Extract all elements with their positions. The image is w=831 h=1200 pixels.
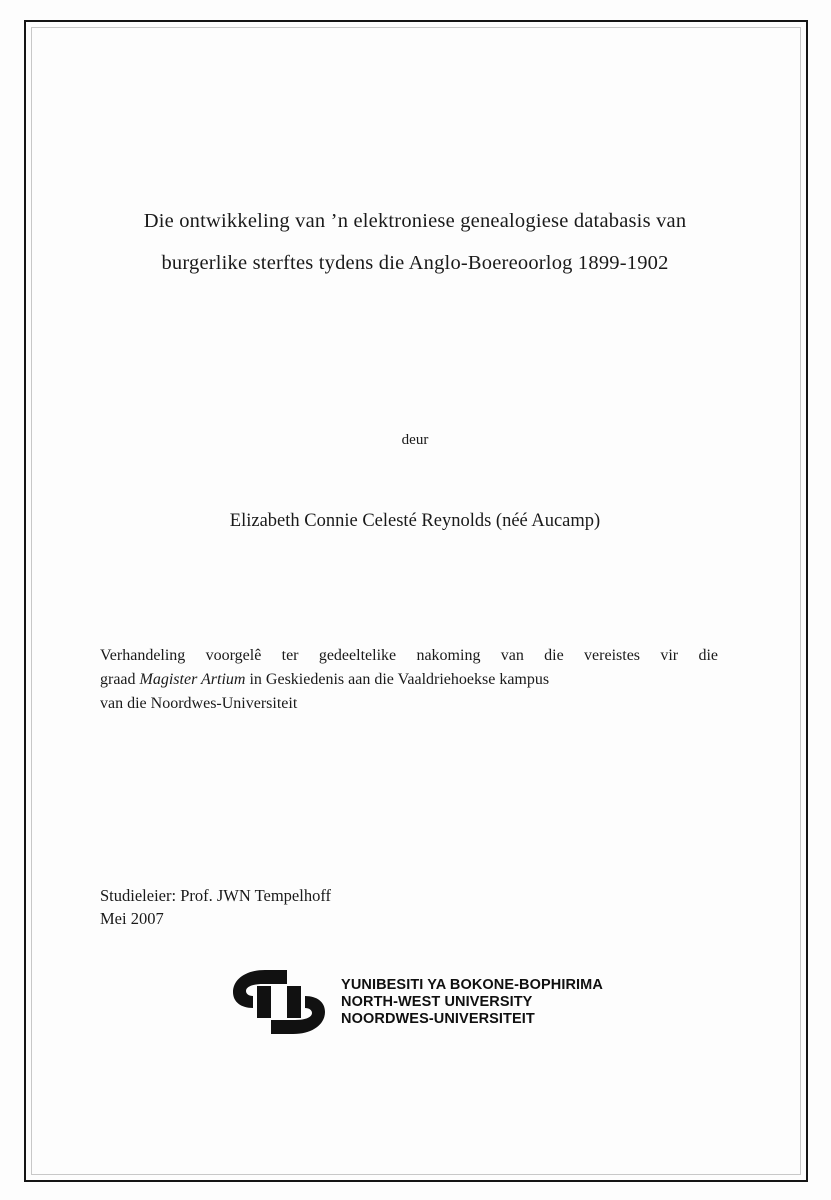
title-line-1: Die ontwikkeling van ’n elektroniese genealogiese databasis van [143, 210, 687, 232]
degree-statement [100, 644, 718, 716]
supervisor-block [100, 884, 730, 930]
logo-text-line-2: NORTH-WEST UNIVERSITY [341, 993, 533, 1010]
by-label: deur [401, 432, 429, 448]
logo-text-line-3: NOORDWES-UNIVERSITEIT [341, 1010, 535, 1027]
degree-statement-line-1: Verhandeling voorgelê ter gedeeltelike nakoming van die vereistes vir die [100, 647, 718, 664]
university-logo [100, 966, 730, 1038]
title-page-content [100, 60, 730, 1140]
logo-text-line-1: YUNIBESITI YA BOKONE-BOPHIRIMA [341, 976, 603, 993]
degree-statement-line-2-pre: graad [100, 671, 140, 688]
nwu-logo-icon [227, 966, 331, 1038]
degree-statement-line-3: van die Noordwes-Universiteit [100, 695, 298, 712]
degree-statement-line-2 [100, 668, 718, 692]
submission-date: Mei 2007 [100, 909, 164, 928]
title-line-2: burgerlike sterftes tydens die Anglo-Boereoorlog 1899-1902 [161, 252, 669, 274]
degree-statement-line-2-post: in Geskiedenis aan die Vaaldriehoekse kampus [245, 671, 550, 688]
logo-text [341, 977, 603, 1028]
author-name: Elizabeth Connie Celesté Reynolds (néé Aucamp) [229, 511, 601, 531]
supervisor-name: Studieleier: Prof. JWN Tempelhoff [100, 886, 332, 905]
page-title [100, 200, 730, 284]
degree-name: Magister Artium [139, 671, 246, 688]
